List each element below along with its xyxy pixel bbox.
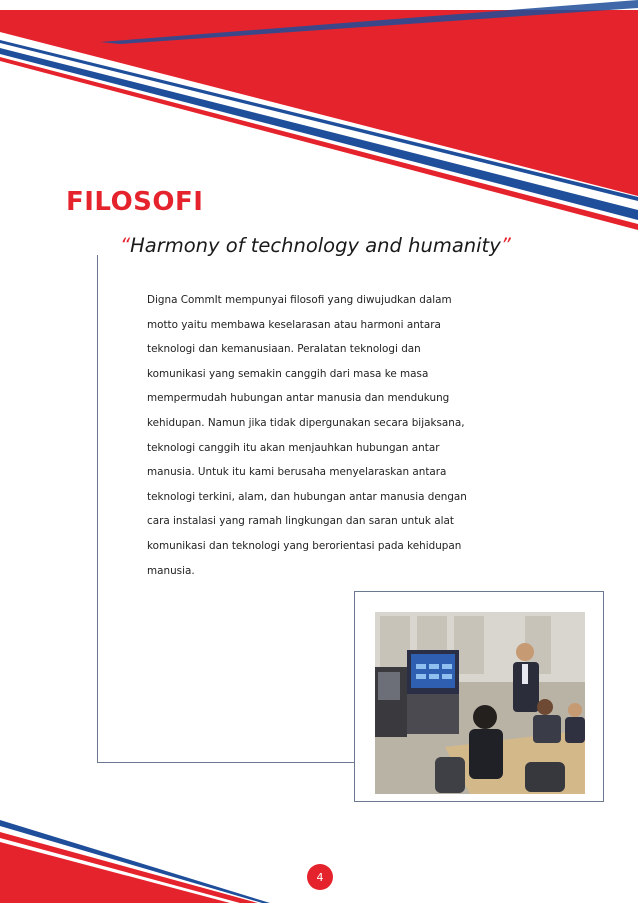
page-number: 4 [316, 870, 324, 884]
body-line: Digna CommIt mempunyai filosofi yang diwujudkan dalam [147, 294, 452, 306]
meeting-photo [375, 612, 585, 794]
body-line: motto yaitu membawa keselarasan atau harmoni antara [147, 318, 441, 331]
frame-bottom-line [97, 762, 355, 763]
body-line: teknologi canggih itu akan menjauhkan hubungan antar [147, 441, 440, 454]
open-quote: “ [120, 234, 131, 257]
page-number-badge [307, 864, 333, 890]
close-quote: ” [500, 234, 511, 257]
body-line: manusia. [147, 564, 195, 577]
body-line: cara instalasi yang ramah lingkungan dan saran untuk alat [147, 515, 454, 528]
page-heading: FILOSOFI [66, 187, 204, 218]
tagline-text: Harmony of technology and humanity [130, 234, 501, 257]
photo-frame [354, 591, 604, 802]
body-line: mempermudah hubungan antar manusia dan mendukung [147, 392, 450, 405]
body-line: komunikasi dan teknologi yang berorientasi pada kehidupan [147, 539, 462, 552]
body-line: manusia. Untuk itu kami berusaha menyelaraskan antara [147, 466, 447, 479]
frame-left-line [97, 255, 98, 763]
body-paragraph [147, 291, 487, 586]
body-line: kehidupan. Namun jika tidak dipergunakan secara bijaksana, [147, 416, 465, 429]
tagline [120, 234, 511, 257]
body-line: komunikasi yang semakin canggih dari masa ke masa [147, 367, 429, 380]
body-line: teknologi dan kemanusiaan. Peralatan teknologi dan [147, 343, 421, 356]
body-line: teknologi terkini, alam, dan hubungan antar manusia dengan [147, 490, 467, 503]
